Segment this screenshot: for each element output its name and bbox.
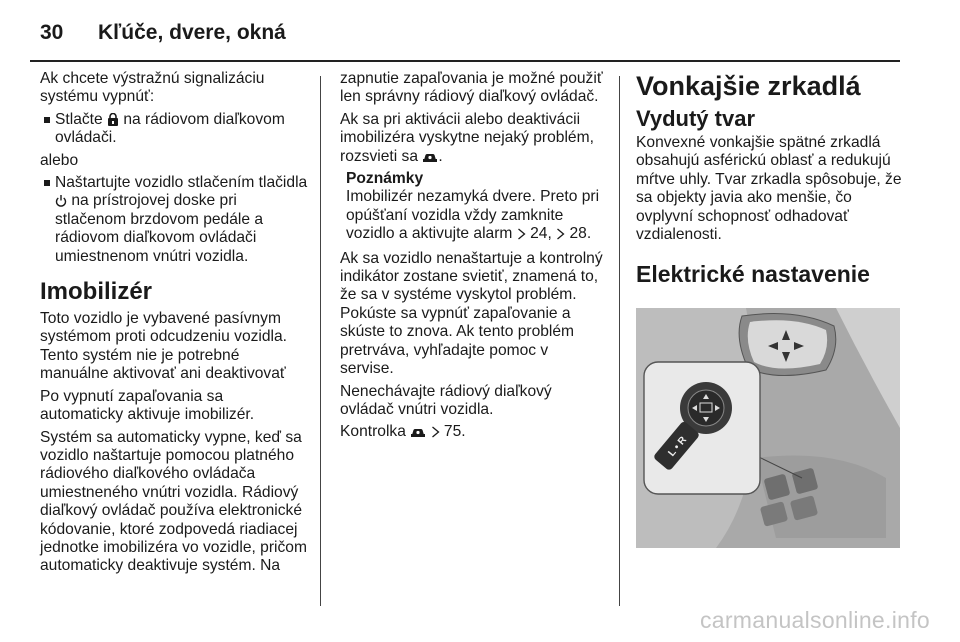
note-box [340, 170, 605, 244]
lock-icon [107, 113, 119, 126]
note-text-part: Imobilizér nezamyká dvere. Preto pri opúšťaní vozidla vždy zamknite vozidlo a aktivujte alarm [346, 188, 600, 243]
paragraph: Toto vozidlo je vybavené pasívnym systémom proti odcudzeniu vozidla. Tento systém nie je potrebné manuálne aktivovať ani deaktivovať [40, 310, 288, 383]
page-ref[interactable]: 75. [443, 423, 466, 441]
subsection-heading: Vydutý tvar [636, 106, 756, 131]
bullet-icon [44, 180, 50, 186]
paragraph: Ak chcete výstražnú signalizáciu systému vypnúť: [40, 70, 265, 106]
paragraph-text: Kontrolka [340, 423, 406, 441]
section-heading: Imobilizér [40, 278, 153, 306]
mirror-control-illustration [636, 308, 900, 548]
column-2 [340, 70, 605, 446]
bullet-list [40, 111, 310, 148]
paragraph: zapnutie zapaľovania je možné použiť len správny rádiový diaľkový ovládač. [340, 70, 603, 106]
paragraph: Ak sa vozidlo nenaštartuje a kontrolný indikátor zostane svietiť, znamená to, že sa v systéme vyskytol problém. Pokúste sa vypnúť zapaľovanie a skúste to znova. Ak tento problém pretrváva, vyhľadajte pomoc v servise. [340, 249, 603, 378]
paragraph [340, 423, 605, 441]
paragraph: alebo [40, 151, 79, 169]
note-title: Poznámky [346, 170, 424, 188]
column-divider [619, 76, 620, 606]
paragraph: Nenechávajte rádiový diaľkový ovládač vnútri vozidla. [340, 382, 552, 418]
immobilizer-icon [410, 426, 426, 438]
inset-switch-panel [644, 362, 760, 494]
page-ref[interactable]: 28. [569, 225, 592, 243]
list-item [40, 111, 310, 148]
section-heading: Elektrické nastavenie [636, 261, 870, 288]
bullet-icon [44, 117, 50, 123]
list-text: na rádiovom diaľkovom ovládači. [55, 110, 285, 147]
page-ref[interactable]: 24, [530, 225, 552, 243]
page-header [40, 10, 900, 56]
switch-label: L • R [666, 434, 690, 459]
watermark: carmanualsonline.info [699, 607, 930, 633]
list-item [40, 174, 310, 266]
paragraph: Po vypnutí zapaľovania sa automaticky aktivuje imobilizér. [40, 387, 255, 424]
header-rule [30, 60, 900, 62]
page-ref-icon [431, 426, 440, 438]
list-text: Stlačte [55, 110, 103, 128]
paragraph: Systém sa automaticky vypne, keď sa vozidlo naštartuje pomocou platného rádiového diaľkového ovládača umiestneného vnútri vozidla. Rádiový diaľkový ovládač používa elektronické kódovanie, ktoré zodpovedá riadiacej jednotke imobilizéra vo vozidle, pričom automaticky deaktivuje systém. Na [40, 428, 307, 575]
paragraph-text: . [438, 147, 443, 165]
immobilizer-icon [422, 151, 438, 163]
page-title: Kľúče, dvere, okná [98, 21, 286, 44]
paragraph: Konvexné vonkajšie spätné zrkadlá obsahujú asférickú oblasť a redukujú mŕtve uhly. Tvar zrkadla spôsobuje, že sa objekty javia ako menšie, čo ovplyvní schopnosť odhadovať vzdialenosti. [636, 134, 902, 244]
column-1 [40, 70, 310, 580]
bullet-list [40, 174, 310, 266]
paragraph-text: Ak sa pri aktivácii alebo deaktivácii imobilizéra vyskytne nejaký problém, rozsvieti sa [340, 110, 594, 165]
paragraph [340, 111, 605, 166]
column-3 [636, 70, 911, 292]
page-ref-icon [517, 228, 526, 240]
note-text [346, 188, 605, 243]
chapter-heading: Vonkajšie zrkadlá [636, 71, 861, 101]
page-number: 30 [40, 21, 64, 44]
page-ref-icon [556, 228, 565, 240]
list-text: Naštartujte vozidlo stlačením tlačidla [55, 174, 308, 192]
list-text: na prístrojovej doske pri stlačenom brzdovom pedále a rádiovom diaľkovom ovládači umiestnenom vnútri vozidla. [55, 192, 264, 265]
column-divider [320, 76, 321, 606]
power-icon [55, 194, 67, 207]
